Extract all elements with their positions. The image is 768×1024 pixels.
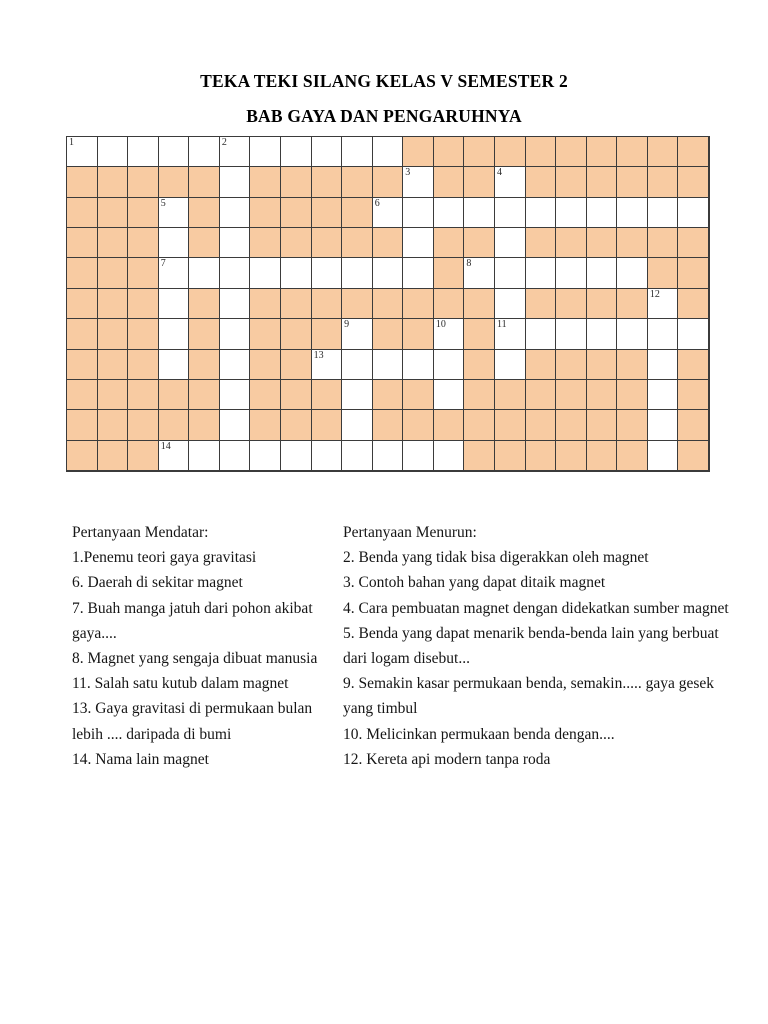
crossword-cell-open	[342, 410, 373, 440]
crossword-cell-open	[342, 137, 373, 167]
crossword-cell-blocked	[67, 410, 98, 440]
question-line: gaya....	[72, 624, 117, 642]
crossword-cell-blocked	[98, 289, 129, 319]
question-line: 2. Benda yang tidak bisa digerakkan oleh magnet	[343, 549, 649, 567]
crossword-cell-open	[403, 228, 434, 258]
crossword-cell-blocked	[556, 380, 587, 410]
crossword-cell-blocked	[556, 289, 587, 319]
crossword-cell-blocked	[434, 137, 465, 167]
crossword-cell-open	[281, 258, 312, 288]
crossword-cell-open	[556, 198, 587, 228]
crossword-cell-open	[220, 137, 251, 167]
question-line: dari logam disebut...	[343, 649, 470, 667]
crossword-cell-open	[434, 441, 465, 471]
crossword-cell-blocked	[128, 319, 159, 349]
crossword-cell-blocked	[189, 380, 220, 410]
clue-number: 11	[496, 319, 507, 331]
crossword-cell-open	[159, 441, 190, 471]
crossword-cell-blocked	[67, 198, 98, 228]
crossword-cell-blocked	[98, 441, 129, 471]
crossword-cell-blocked	[67, 167, 98, 197]
crossword-cell-blocked	[342, 228, 373, 258]
crossword-cell-blocked	[464, 380, 495, 410]
crossword-cell-blocked	[434, 289, 465, 319]
crossword-cell-blocked	[128, 441, 159, 471]
crossword-cell-blocked	[434, 410, 465, 440]
crossword-cell-open	[159, 137, 190, 167]
crossword-cell-blocked	[159, 410, 190, 440]
crossword-cell-open	[648, 198, 679, 228]
crossword-cell-blocked	[250, 410, 281, 440]
crossword-cell-blocked	[587, 137, 618, 167]
crossword-cell-blocked	[189, 350, 220, 380]
crossword-cell-open	[67, 137, 98, 167]
crossword-cell-open	[281, 137, 312, 167]
crossword-cell-blocked	[189, 228, 220, 258]
crossword-cell-blocked	[648, 228, 679, 258]
crossword-cell-blocked	[373, 228, 404, 258]
crossword-cell-blocked	[189, 167, 220, 197]
crossword-cell-blocked	[678, 228, 709, 258]
crossword-cell-blocked	[587, 228, 618, 258]
crossword-cell-open	[159, 258, 190, 288]
crossword-cell-blocked	[281, 319, 312, 349]
crossword-cell-open	[403, 258, 434, 288]
crossword-cell-open	[495, 319, 526, 349]
crossword-cell-blocked	[495, 410, 526, 440]
crossword-cell-blocked	[464, 441, 495, 471]
crossword-cell-blocked	[98, 410, 129, 440]
crossword-cell-open	[220, 228, 251, 258]
crossword-cell-blocked	[617, 289, 648, 319]
crossword-cell-blocked	[373, 289, 404, 319]
crossword-cell-blocked	[464, 350, 495, 380]
clue-number: 1	[69, 137, 74, 148]
crossword-cell-blocked	[495, 380, 526, 410]
crossword-cell-open	[648, 289, 679, 319]
clue-number: 3	[405, 167, 411, 179]
crossword-cell-open	[464, 198, 495, 228]
crossword-cell-blocked	[98, 319, 129, 349]
crossword-cell-blocked	[617, 441, 648, 471]
crossword-cell-blocked	[556, 410, 587, 440]
question-line: yang timbul	[343, 700, 418, 718]
crossword-cell-blocked	[373, 167, 404, 197]
crossword-cell-blocked	[189, 289, 220, 319]
crossword-cell-blocked	[159, 380, 190, 410]
crossword-cell-blocked	[403, 380, 434, 410]
crossword-cell-open	[128, 137, 159, 167]
crossword-cell-open	[281, 441, 312, 471]
question-line: lebih .... daripada di bumi	[72, 725, 232, 743]
question-line: 3. Contoh bahan yang dapat ditaik magnet	[343, 574, 606, 592]
crossword-cell-blocked	[464, 289, 495, 319]
question-line: 5. Benda yang dapat menarik benda-benda lain yang berbuat	[343, 624, 719, 642]
crossword-cell-open	[434, 350, 465, 380]
crossword-cell-blocked	[464, 167, 495, 197]
clue-number: 4	[496, 167, 502, 179]
crossword-cell-blocked	[312, 228, 343, 258]
crossword-cell-blocked	[312, 410, 343, 440]
clue-number: 5	[160, 197, 166, 209]
crossword-cell-blocked	[434, 258, 465, 288]
crossword-cell-open	[342, 441, 373, 471]
crossword-cell-blocked	[464, 410, 495, 440]
crossword-cell-open	[617, 198, 648, 228]
crossword-cell-open	[495, 167, 526, 197]
questions-down-heading: Pertanyaan Menurun:	[343, 524, 477, 541]
crossword-cell-blocked	[67, 350, 98, 380]
question-line: 11. Salah satu kutub dalam magnet	[72, 675, 289, 693]
crossword-cell-blocked	[281, 350, 312, 380]
crossword-cell-blocked	[678, 410, 709, 440]
crossword-cell-blocked	[281, 167, 312, 197]
question-line: 7. Buah manga jatuh dari pohon akibat	[72, 599, 313, 617]
clue-number: 12	[649, 288, 660, 300]
crossword-cell-open	[648, 350, 679, 380]
crossword-cell-blocked	[342, 198, 373, 228]
crossword-cell-blocked	[678, 350, 709, 380]
crossword-cell-open	[220, 198, 251, 228]
crossword-cell-open	[159, 198, 190, 228]
questions-down-section	[343, 520, 743, 772]
crossword-cell-blocked	[403, 319, 434, 349]
crossword-cell-blocked	[128, 410, 159, 440]
crossword-cell-open	[617, 319, 648, 349]
crossword-cell-blocked	[526, 289, 557, 319]
crossword-cell-blocked	[678, 137, 709, 167]
question-line: 13. Gaya gravitasi di permukaan bulan	[72, 700, 313, 718]
crossword-cell-blocked	[556, 350, 587, 380]
crossword-cell-blocked	[526, 410, 557, 440]
question-line: 10. Melicinkan permukaan benda dengan....	[343, 725, 615, 743]
crossword-cell-blocked	[128, 350, 159, 380]
crossword-cell-blocked	[128, 258, 159, 288]
crossword-cell-blocked	[67, 289, 98, 319]
crossword-cell-blocked	[617, 228, 648, 258]
crossword-cell-blocked	[250, 350, 281, 380]
clue-number: 14	[160, 440, 171, 452]
crossword-cell-blocked	[587, 441, 618, 471]
crossword-cell-blocked	[250, 228, 281, 258]
crossword-cell-open	[250, 441, 281, 471]
crossword-cell-blocked	[312, 289, 343, 319]
crossword-cell-blocked	[464, 319, 495, 349]
crossword-cell-open	[312, 441, 343, 471]
crossword-cell-open	[373, 350, 404, 380]
crossword-cell-open	[220, 441, 251, 471]
crossword-cell-open	[434, 380, 465, 410]
crossword-cell-blocked	[587, 289, 618, 319]
crossword-cell-open	[220, 289, 251, 319]
question-line: 12. Kereta api modern tanpa roda	[343, 750, 551, 768]
crossword-cell-blocked	[526, 441, 557, 471]
crossword-cell-open	[342, 350, 373, 380]
crossword-cell-open	[403, 167, 434, 197]
crossword-cell-blocked	[250, 167, 281, 197]
crossword-cell-blocked	[617, 410, 648, 440]
crossword-cell-blocked	[373, 319, 404, 349]
crossword-cell-blocked	[373, 380, 404, 410]
crossword-cell-open	[98, 137, 129, 167]
crossword-cell-open	[648, 380, 679, 410]
crossword-cell-blocked	[128, 167, 159, 197]
crossword-cell-open	[587, 258, 618, 288]
crossword-cell-blocked	[434, 167, 465, 197]
crossword-cell-blocked	[98, 350, 129, 380]
crossword-cell-blocked	[526, 350, 557, 380]
question-line: 8. Magnet yang sengaja dibuat manusia	[72, 649, 318, 667]
crossword-cell-blocked	[464, 228, 495, 258]
crossword-cell-open	[526, 198, 557, 228]
crossword-cell-blocked	[526, 380, 557, 410]
crossword-cell-open	[648, 441, 679, 471]
crossword-cell-blocked	[281, 410, 312, 440]
crossword-cell-blocked	[495, 137, 526, 167]
crossword-cell-open	[526, 258, 557, 288]
clue-number: 13	[313, 349, 324, 361]
crossword-cell-open	[495, 228, 526, 258]
crossword-grid	[66, 136, 710, 472]
crossword-cell-blocked	[250, 380, 281, 410]
clue-number: 7	[160, 258, 166, 270]
crossword-cell-blocked	[617, 167, 648, 197]
crossword-cell-open	[556, 258, 587, 288]
crossword-cell-blocked	[526, 167, 557, 197]
crossword-cell-blocked	[587, 380, 618, 410]
question-line: 1.Penemu teori gaya gravitasi	[72, 549, 257, 567]
crossword-cell-open	[220, 350, 251, 380]
crossword-cell-open	[189, 137, 220, 167]
crossword-cell-open	[403, 350, 434, 380]
crossword-cell-open	[189, 441, 220, 471]
crossword-cell-open	[220, 410, 251, 440]
crossword-cell-blocked	[189, 198, 220, 228]
crossword-cell-open	[495, 350, 526, 380]
questions-across-heading: Pertanyaan Mendatar:	[72, 524, 209, 541]
crossword-cell-blocked	[556, 167, 587, 197]
clue-number: 9	[344, 319, 350, 331]
crossword-cell-open	[373, 198, 404, 228]
crossword-cell-open	[556, 319, 587, 349]
crossword-cell-blocked	[373, 410, 404, 440]
crossword-cell-blocked	[67, 319, 98, 349]
crossword-cell-blocked	[617, 137, 648, 167]
crossword-cell-blocked	[617, 350, 648, 380]
questions-across-section	[72, 520, 342, 772]
clue-number: 8	[466, 258, 472, 270]
crossword-cell-open	[312, 137, 343, 167]
clue-number: 10	[435, 319, 446, 331]
crossword-cell-open	[495, 289, 526, 319]
crossword-cell-blocked	[464, 137, 495, 167]
crossword-cell-blocked	[587, 350, 618, 380]
crossword-cell-blocked	[403, 289, 434, 319]
crossword-cell-blocked	[98, 228, 129, 258]
crossword-cell-blocked	[648, 167, 679, 197]
clue-number: 2	[221, 137, 227, 148]
crossword-cell-open	[526, 319, 557, 349]
crossword-cell-blocked	[98, 258, 129, 288]
crossword-cell-blocked	[250, 319, 281, 349]
crossword-cell-blocked	[556, 137, 587, 167]
crossword-cell-blocked	[617, 380, 648, 410]
crossword-cell-blocked	[312, 319, 343, 349]
crossword-cell-blocked	[556, 228, 587, 258]
crossword-cell-blocked	[281, 198, 312, 228]
crossword-cell-blocked	[128, 289, 159, 319]
crossword-cell-open	[434, 198, 465, 228]
crossword-cell-blocked	[189, 410, 220, 440]
crossword-cell-blocked	[98, 198, 129, 228]
question-line: 14. Nama lain magnet	[72, 750, 209, 768]
crossword-cell-blocked	[67, 380, 98, 410]
question-line: 6. Daerah di sekitar magnet	[72, 574, 243, 592]
questions-across-lines	[72, 545, 342, 772]
crossword-cell-open	[250, 258, 281, 288]
crossword-cell-blocked	[648, 258, 679, 288]
crossword-cell-blocked	[403, 410, 434, 440]
crossword-cell-open	[403, 198, 434, 228]
crossword-cell-blocked	[678, 380, 709, 410]
crossword-cell-open	[495, 258, 526, 288]
crossword-cell-open	[587, 319, 618, 349]
crossword-cell-blocked	[281, 289, 312, 319]
crossword-cell-blocked	[587, 410, 618, 440]
crossword-cell-blocked	[495, 441, 526, 471]
crossword-cell-blocked	[678, 167, 709, 197]
crossword-cell-blocked	[281, 380, 312, 410]
crossword-cell-open	[617, 258, 648, 288]
crossword-cell-open	[159, 319, 190, 349]
crossword-cell-blocked	[342, 167, 373, 197]
page-title: TEKA TEKI SILANG KELAS V SEMESTER 2	[200, 71, 568, 91]
crossword-cell-blocked	[67, 228, 98, 258]
crossword-cell-open	[403, 441, 434, 471]
crossword-cell-open	[373, 137, 404, 167]
crossword-cell-blocked	[98, 167, 129, 197]
page-subtitle: BAB GAYA DAN PENGARUHNYA	[246, 106, 522, 126]
crossword-cell-blocked	[342, 289, 373, 319]
crossword-cell-open	[220, 380, 251, 410]
crossword-cell-blocked	[98, 380, 129, 410]
crossword-cell-open	[159, 350, 190, 380]
crossword-cell-blocked	[250, 289, 281, 319]
crossword-cell-open	[342, 380, 373, 410]
crossword-cell-blocked	[312, 198, 343, 228]
crossword-cell-open	[189, 258, 220, 288]
crossword-cell-blocked	[312, 380, 343, 410]
crossword-cell-open	[312, 350, 343, 380]
crossword-cell-blocked	[403, 137, 434, 167]
crossword-cell-blocked	[678, 258, 709, 288]
crossword-cell-open	[434, 319, 465, 349]
crossword-cell-open	[648, 410, 679, 440]
crossword-cell-open	[159, 289, 190, 319]
crossword-cell-blocked	[526, 137, 557, 167]
crossword-cell-open	[220, 319, 251, 349]
crossword-cell-open	[342, 258, 373, 288]
crossword-cell-blocked	[250, 198, 281, 228]
crossword-cell-open	[373, 441, 404, 471]
crossword-cell-open	[587, 198, 618, 228]
crossword-cell-blocked	[587, 167, 618, 197]
crossword-cell-open	[250, 137, 281, 167]
question-line: 9. Semakin kasar permukaan benda, semakin..... gaya gesek	[343, 675, 715, 693]
crossword-cell-blocked	[678, 441, 709, 471]
crossword-cell-blocked	[128, 380, 159, 410]
crossword-cell-blocked	[128, 198, 159, 228]
crossword-cell-open	[648, 319, 679, 349]
crossword-cell-blocked	[128, 228, 159, 258]
crossword-cell-blocked	[434, 228, 465, 258]
crossword-cell-blocked	[312, 167, 343, 197]
crossword-cell-blocked	[159, 167, 190, 197]
crossword-cell-open	[312, 258, 343, 288]
crossword-cell-blocked	[648, 137, 679, 167]
crossword-cell-blocked	[556, 441, 587, 471]
crossword-cell-blocked	[67, 258, 98, 288]
questions-down-lines	[343, 545, 743, 772]
crossword-cell-open	[464, 258, 495, 288]
crossword-cell-open	[342, 319, 373, 349]
crossword-cell-open	[678, 198, 709, 228]
crossword-cell-open	[495, 198, 526, 228]
crossword-cell-open	[678, 319, 709, 349]
crossword-cell-blocked	[526, 228, 557, 258]
question-line: 4. Cara pembuatan magnet dengan didekatkan sumber magnet	[343, 599, 729, 617]
crossword-cell-open	[159, 228, 190, 258]
crossword-cell-blocked	[67, 441, 98, 471]
crossword-cell-blocked	[678, 289, 709, 319]
crossword-cell-blocked	[281, 228, 312, 258]
crossword-cell-open	[373, 258, 404, 288]
crossword-cell-open	[220, 258, 251, 288]
clue-number: 6	[374, 197, 380, 209]
crossword-cell-blocked	[189, 319, 220, 349]
crossword-cell-open	[220, 167, 251, 197]
